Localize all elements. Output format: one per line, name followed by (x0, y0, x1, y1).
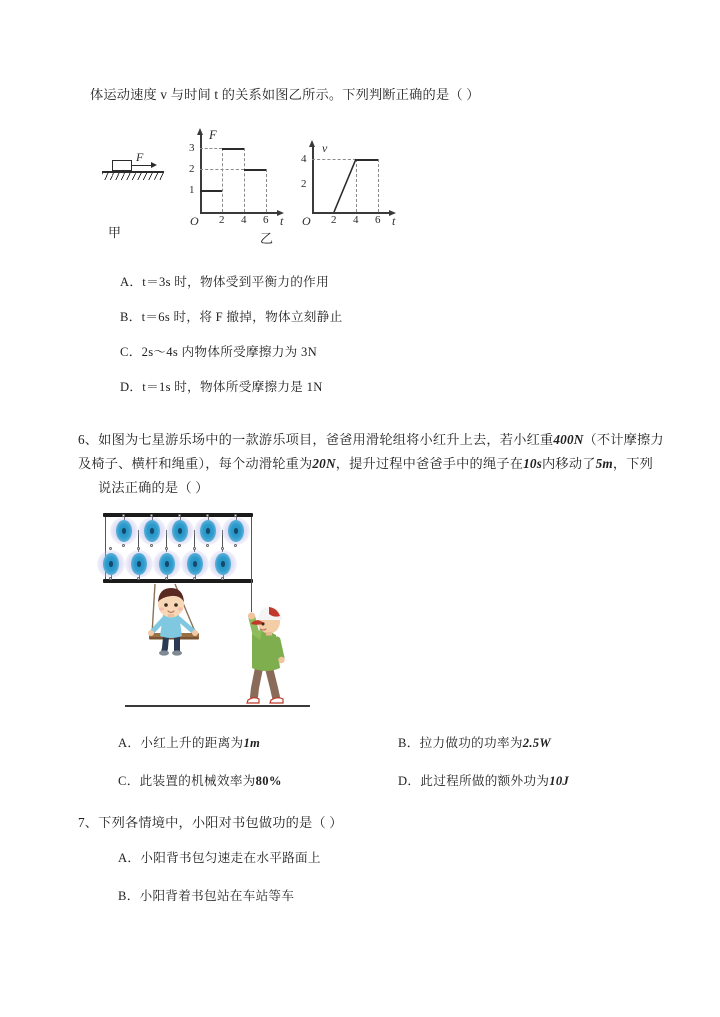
movable-pulley-2 (125, 550, 153, 578)
boy-hand-left (148, 630, 154, 636)
v-graph-origin-label: O (302, 214, 311, 228)
q6-line2-value-2: 10s (523, 456, 543, 471)
force-label: F (136, 150, 144, 164)
q5-option-d (120, 377, 323, 397)
ground-hatching (102, 173, 164, 180)
q5-option-d-label: D． (120, 380, 143, 394)
boy-on-swing-illustration (139, 582, 211, 656)
v-graph-plateau (356, 159, 378, 161)
v-graph-ramp (334, 159, 356, 212)
man-leg-front (269, 668, 276, 697)
man-pulling-rope-illustration (235, 596, 297, 708)
boy-neck (168, 614, 174, 617)
pulley-hook-bottom (234, 544, 237, 547)
q6-option-a-label: A． (118, 736, 141, 750)
f-graph-x-label: t (280, 214, 284, 228)
pulley-hook-bottom (150, 544, 153, 547)
pulley-hub (137, 561, 141, 567)
man-eye (262, 623, 265, 626)
q6-line2-part-e: 内移动了 (542, 456, 596, 471)
pulley-hook-top (150, 514, 153, 517)
question-6-stem-line3: 说法正确的是（ ） (98, 480, 209, 495)
f-graph-origin-label: O (190, 214, 199, 228)
v-graph-ramp-svg (290, 128, 400, 228)
movable-pulley-1 (97, 550, 125, 578)
q7-option-b-label: B． (118, 889, 140, 903)
q5-option-b (120, 307, 342, 327)
f-graph-ytick-1: 1 (189, 184, 195, 196)
pulley-hook-top (193, 547, 196, 550)
q5-option-a (120, 272, 329, 292)
q6-line2-part-c: ，提升过程中爸爸手中的绳子在 (335, 456, 524, 471)
pulley-hub (193, 561, 197, 567)
fixed-pulley-5 (222, 517, 250, 545)
f-graph-xtick-2: 2 (219, 214, 225, 226)
pulley-hook-top (122, 514, 125, 517)
question-7-stem: 7、下列各情境中，小阳对书包做功的是（ ） (78, 815, 343, 830)
man-hand-gripping (248, 612, 255, 619)
q6-option-d-label: D． (398, 774, 421, 788)
pulley-hook-top (178, 514, 181, 517)
boy-eye-left (164, 603, 168, 607)
boy-blush-left (159, 607, 164, 610)
q7-option-a-label: A． (118, 851, 141, 865)
q5-option-a-label: A． (120, 275, 143, 289)
f-graph-guide-v2 (222, 148, 223, 212)
q5-option-d-text: t＝1s 时，物体所受摩擦力是 1N (142, 380, 323, 394)
q6-option-b-label: B． (398, 736, 420, 750)
f-graph-ytick-2: 2 (189, 163, 195, 175)
q6-line2-part-g: ，下列 (612, 456, 654, 471)
pulley-hub (178, 528, 182, 534)
boy-eye-right (174, 603, 178, 607)
v-graph-ytick-2: 2 (301, 178, 307, 190)
pulley-hub (221, 561, 225, 567)
f-graph-step-2 (244, 169, 266, 171)
q6-option-b-value: 2.5W (522, 736, 551, 750)
force-time-graph (178, 128, 286, 228)
f-graph-ytick-3: 3 (189, 142, 195, 154)
pulley-hook-bottom (137, 577, 140, 580)
v-graph-y-label: v (322, 141, 328, 155)
velocity-time-graph (290, 128, 400, 228)
q6-line1-value: 400N (553, 432, 584, 447)
f-graph-guide-v4 (244, 148, 245, 212)
pulley-hook-bottom (165, 577, 168, 580)
q6-line2-value-3: 5m (595, 456, 613, 471)
q5-option-a-text: t＝3s 时，物体受到平衡力的作用 (142, 275, 329, 289)
man-leg-back (254, 668, 259, 697)
q6-option-c-value: 80% (255, 774, 282, 788)
q6-option-d (398, 771, 569, 791)
question-6-stem-line1 (78, 428, 664, 451)
figure-label-yi: 乙 (260, 231, 274, 246)
v-graph-xtick-4: 4 (353, 214, 359, 226)
q6-option-a (118, 733, 260, 753)
f-graph-y-arrow (197, 128, 203, 135)
boy-blush-right (178, 607, 183, 610)
q6-option-b (398, 733, 551, 753)
q6-option-c-text: 此装置的机械效率为 (139, 774, 256, 788)
q6-option-c (118, 771, 282, 791)
q5-option-b-label: B． (120, 310, 142, 324)
pulley-hook-top (234, 514, 237, 517)
q5-option-b-text: t＝6s 时，将 F 撤掉，物体立刻静止 (141, 310, 343, 324)
pulley-hub (206, 528, 210, 534)
man-neck (266, 632, 272, 636)
scene-ground-line (125, 705, 310, 707)
pulley-hook-bottom (193, 577, 196, 580)
pulley-hook-bottom (221, 577, 224, 580)
pulley-hook-bottom (122, 544, 125, 547)
v-graph-xtick-6: 6 (375, 214, 381, 226)
q6-option-b-text: 拉力做功的功率为 (419, 736, 523, 750)
q6-line1-part-c: （不计摩擦力 (583, 432, 664, 447)
q6-line2-part-a: 及椅子、横杆和绳重），每个动滑轮重为 (78, 456, 313, 471)
pulley-hook-top (165, 547, 168, 550)
pulley-hub (165, 561, 169, 567)
f-graph-y-axis (200, 134, 202, 213)
movable-pulley-5 (209, 550, 237, 578)
fixed-pulley-4 (194, 517, 222, 545)
q6-line2-value-1: 20N (312, 456, 336, 471)
q7-option-a-text: 小阳背书包匀速走在水平路面上 (140, 851, 321, 865)
block-on-ground-diagram (100, 146, 178, 192)
question-5-stem: 体运动速度 v 与时间 t 的关系如图乙所示。下列判断正确的是（ ） (90, 87, 480, 102)
f-graph-step-1 (200, 190, 222, 192)
pulley-hub (109, 561, 113, 567)
f-graph-step-3 (222, 148, 244, 150)
question-6-figure (95, 500, 345, 720)
q6-option-a-value: 1m (243, 736, 261, 750)
pulley-hook-top (221, 547, 224, 550)
f-graph-y-label: F (209, 128, 217, 142)
q5-option-c-label: C． (120, 345, 142, 359)
f-graph-guide-v6 (266, 169, 267, 212)
q6-option-d-value: 10J (549, 774, 570, 788)
movable-pulley-4 (181, 550, 209, 578)
pulley-hub (122, 528, 126, 534)
question-5-figure (100, 128, 400, 248)
v-graph-xtick-2: 2 (331, 214, 337, 226)
fixed-pulley-1 (110, 517, 138, 545)
fixed-pulley-2 (138, 517, 166, 545)
pulley-hook-bottom (109, 577, 112, 580)
block-shape (112, 160, 132, 171)
boy-shoe-right (172, 650, 182, 655)
q6-option-c-label: C． (118, 774, 140, 788)
pulley-hub (150, 528, 154, 534)
pulley-hook-top (109, 547, 112, 550)
man-shoe-front (270, 698, 283, 703)
boy-hand-right (192, 630, 198, 636)
f-graph-xtick-4: 4 (241, 214, 247, 226)
q6-line1-part-a: 6、如图为七星游乐场中的一款游乐项目，爸爸用滑轮组将小红升上去，若小红重 (78, 432, 554, 447)
fixed-pulley-3 (166, 517, 194, 545)
boy-shoe-left (159, 650, 169, 655)
pulley-hook-top (137, 547, 140, 550)
pulley-hub (234, 528, 238, 534)
q7-option-a (118, 848, 321, 868)
pulley-hook-bottom (178, 544, 181, 547)
man-hand-free (278, 657, 284, 663)
q6-option-a-text: 小红上升的距离为 (140, 736, 244, 750)
pulley-hook-top (206, 514, 209, 517)
figure-label-jia: 甲 (108, 225, 122, 240)
q7-option-b-text: 小阳背着书包站在车站等车 (139, 889, 295, 903)
q5-option-c-text: 2s～4s 内物体所受摩擦力为 3N (141, 345, 318, 359)
q7-option-b (118, 886, 294, 906)
pulley-hook-bottom (206, 544, 209, 547)
q5-option-c (120, 342, 317, 362)
movable-pulley-3 (153, 550, 181, 578)
q6-option-d-text: 此过程所做的额外功为 (420, 774, 550, 788)
man-shoe-back (247, 698, 259, 703)
f-graph-guide-h3 (200, 148, 222, 149)
f-graph-xtick-6: 6 (263, 214, 269, 226)
boy-leg-left (164, 637, 166, 652)
question-6-stem-line2 (78, 452, 653, 475)
v-graph-ytick-4: 4 (301, 153, 307, 165)
v-graph-x-label: t (392, 214, 396, 228)
man-arm-down (277, 640, 281, 658)
